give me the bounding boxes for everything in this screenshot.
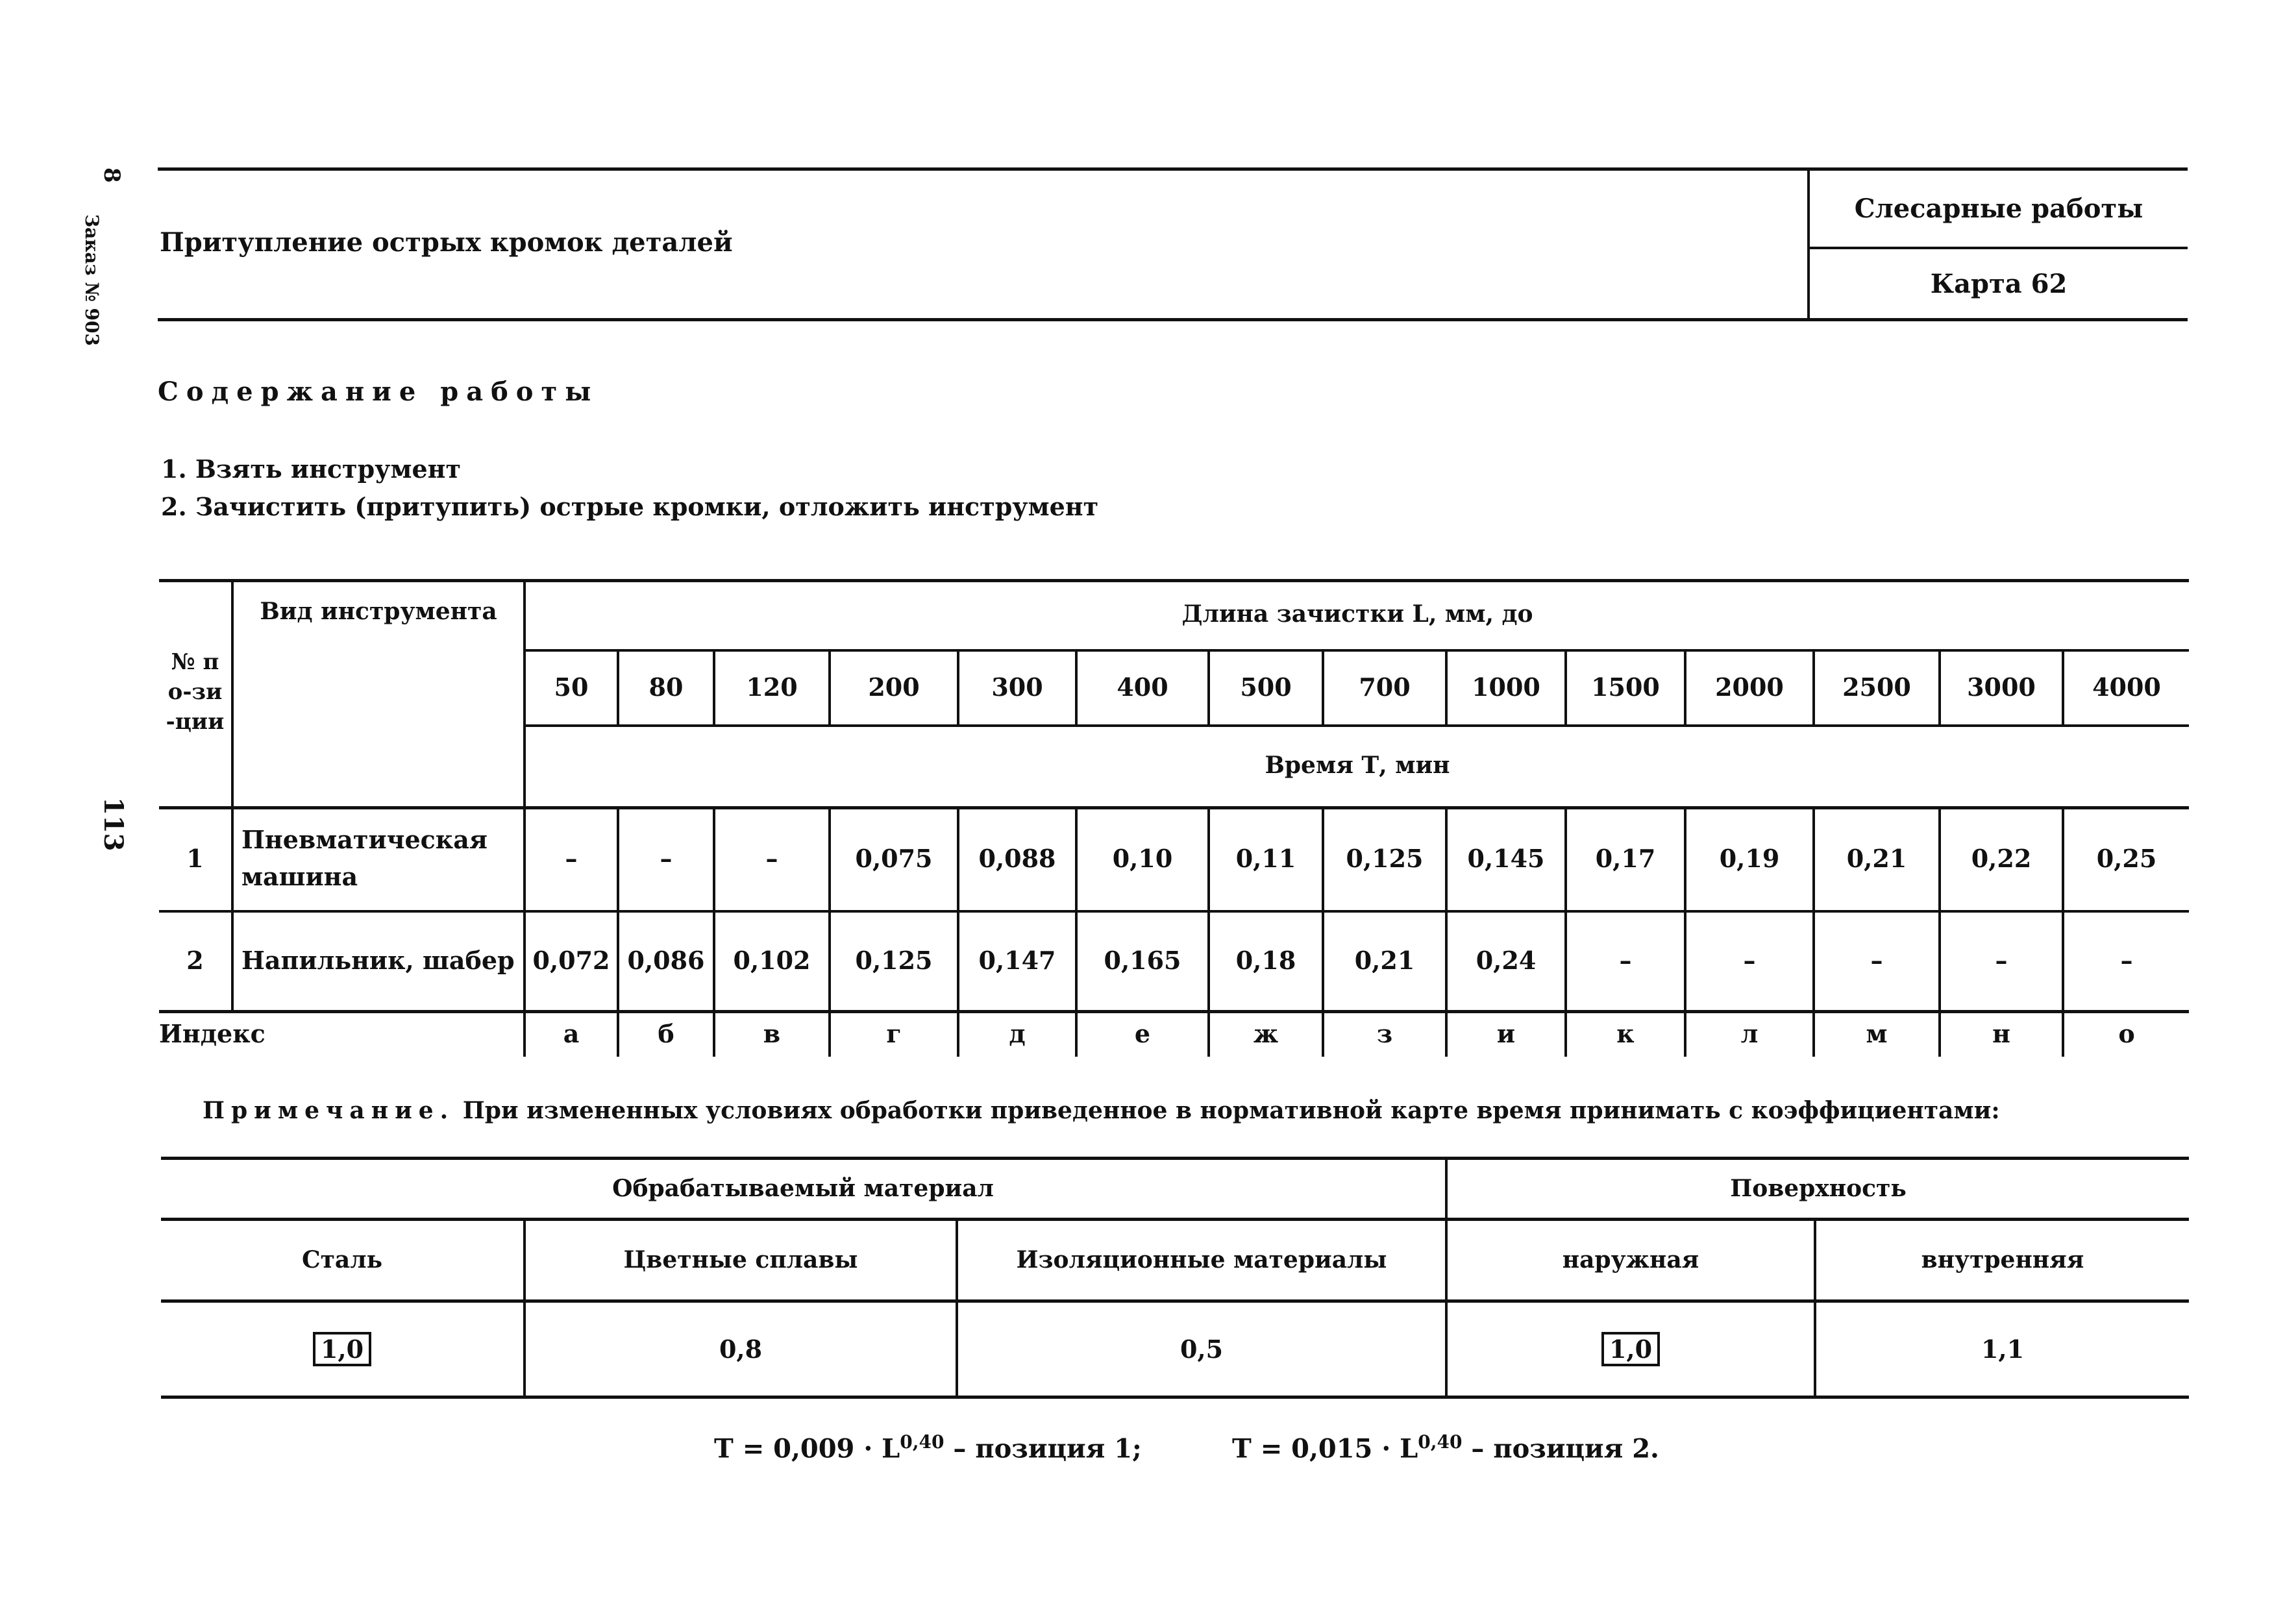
row-tool: Напильник, шабер [241, 945, 515, 975]
index-value: г [886, 1018, 902, 1048]
time-value: 0,125 [1346, 843, 1424, 873]
material-header: Обрабатываемый материал [612, 1175, 994, 1202]
time-value: 0,102 [733, 945, 811, 975]
time-value: – [1870, 945, 1883, 975]
card-number: Карта 62 [1930, 268, 2068, 299]
time-value: 0,075 [855, 843, 933, 873]
formula-2 [1232, 1431, 1659, 1464]
time-value: 0,125 [855, 945, 933, 975]
header-bottom-rule [158, 318, 2188, 321]
formula-2-exponent: 0,40 [1418, 1431, 1463, 1453]
note-text: При измененных условиях обработки приведенное в нормативной карте время принимать с коэффициентами: [462, 1097, 2000, 1124]
index-value: л [1740, 1018, 1759, 1048]
coef-bottom-rule [161, 1396, 2189, 1399]
time-value: 0,11 [1235, 843, 1296, 873]
coef-val-inner: 1,1 [1981, 1334, 2025, 1364]
time-value: 0,086 [627, 945, 705, 975]
time-value: 0,22 [1971, 843, 2032, 873]
time-value: 0,10 [1112, 843, 1173, 873]
index-value: м [1866, 1018, 1888, 1048]
coef-val-outer [1448, 1302, 1814, 1396]
column-header-tool: Вид инструмента [260, 598, 497, 625]
length-value: 1500 [1591, 672, 1660, 702]
column-header-position: № по-зи-ции [166, 649, 225, 735]
index-value: а [563, 1018, 580, 1048]
formula-1-suffix: – позиция 1; [944, 1433, 1142, 1464]
length-value: 3000 [1967, 672, 2036, 702]
category-label: Слесарные работы [1854, 193, 2143, 224]
length-value: 400 [1117, 672, 1168, 702]
time-value: – [1995, 945, 2008, 975]
coef-val-nonferrous: 0,8 [719, 1334, 763, 1364]
time-value: 0,072 [532, 945, 610, 975]
step-1: 1. Взять инструмент [161, 454, 462, 484]
time-value: 0,165 [1104, 945, 1181, 975]
formula-1 [714, 1431, 1142, 1464]
row-position: 1 [186, 843, 204, 873]
coef-col-insulation: Изоляционные материалы [1016, 1246, 1387, 1273]
surface-header: Поверхность [1730, 1175, 1907, 1202]
time-value: 0,145 [1467, 843, 1545, 873]
coef-col-outer: наружная [1562, 1246, 1699, 1273]
coef-col-nonferrous: Цветные сплавы [623, 1246, 858, 1273]
time-value: – [565, 843, 578, 873]
coef-col-steel: Сталь [301, 1246, 383, 1273]
time-value: 0,088 [978, 843, 1056, 873]
formula-1-exponent: 0,40 [900, 1431, 945, 1453]
length-header: Длина зачистки L, мм, до [1181, 600, 1533, 628]
index-value: б [658, 1018, 674, 1048]
coef-val-outer-box: 1,0 [1601, 1332, 1660, 1366]
index-value: к [1616, 1018, 1635, 1048]
index-label: Индекс [159, 1018, 266, 1048]
index-value: з [1376, 1018, 1393, 1048]
length-value: 300 [991, 672, 1043, 702]
page-number-side: 113 [98, 797, 129, 852]
length-value: 200 [868, 672, 920, 702]
coef-val-steel [161, 1302, 523, 1396]
note [203, 1097, 2000, 1124]
time-value: 0,24 [1476, 945, 1537, 975]
step-2: 2. Зачистить (притупить) острые кромки, отложить инструмент [161, 492, 1099, 521]
time-value: 0,18 [1235, 945, 1296, 975]
index-value: е [1134, 1018, 1151, 1048]
row-tool: Пневматическая машина [241, 825, 488, 891]
time-header: Время Т, мин [1265, 752, 1450, 779]
length-value: 2500 [1842, 672, 1911, 702]
time-value: 0,147 [978, 945, 1056, 975]
length-value: 80 [648, 672, 684, 702]
length-value: 50 [554, 672, 589, 702]
index-value: д [1009, 1018, 1026, 1048]
table-divider-pos [231, 579, 234, 1010]
formula-2-main: Т = 0,015 · L [1232, 1433, 1418, 1464]
index-value: н [1992, 1018, 2010, 1048]
order-number: Заказ № 903 [81, 214, 103, 346]
length-value: 500 [1240, 672, 1292, 702]
row-position: 2 [186, 945, 204, 975]
time-value: 0,17 [1595, 843, 1656, 873]
length-value: 2000 [1715, 672, 1784, 702]
formula-1-main: Т = 0,009 · L [714, 1433, 900, 1464]
time-value: – [660, 843, 673, 873]
content-heading: Содержание работы [158, 376, 599, 407]
page-title: Притупление острых кромок деталей [160, 227, 733, 258]
coef-val-steel-box: 1,0 [313, 1332, 371, 1366]
length-value: 4000 [2092, 672, 2161, 702]
time-value: – [1619, 945, 1632, 975]
coef-col-inner: внутренняя [1921, 1246, 2084, 1273]
time-value: 0,21 [1354, 945, 1415, 975]
note-label: Примечание. [203, 1097, 455, 1124]
time-value: – [765, 843, 778, 873]
length-value: 1000 [1472, 672, 1540, 702]
time-value: 0,21 [1846, 843, 1907, 873]
index-value: в [763, 1018, 781, 1048]
page-number-top: 8 [99, 167, 125, 183]
time-value: – [1743, 945, 1756, 975]
index-value: и [1496, 1018, 1516, 1048]
coef-val-insulation: 0,5 [1180, 1334, 1224, 1364]
length-value: 120 [746, 672, 798, 702]
time-value: 0,25 [2096, 843, 2157, 873]
time-value: – [2120, 945, 2133, 975]
time-value: 0,19 [1719, 843, 1780, 873]
length-value: 700 [1359, 672, 1411, 702]
index-value: о [2118, 1018, 2135, 1048]
formula-2-suffix: – позиция 2. [1462, 1433, 1659, 1464]
index-value: ж [1253, 1018, 1279, 1048]
